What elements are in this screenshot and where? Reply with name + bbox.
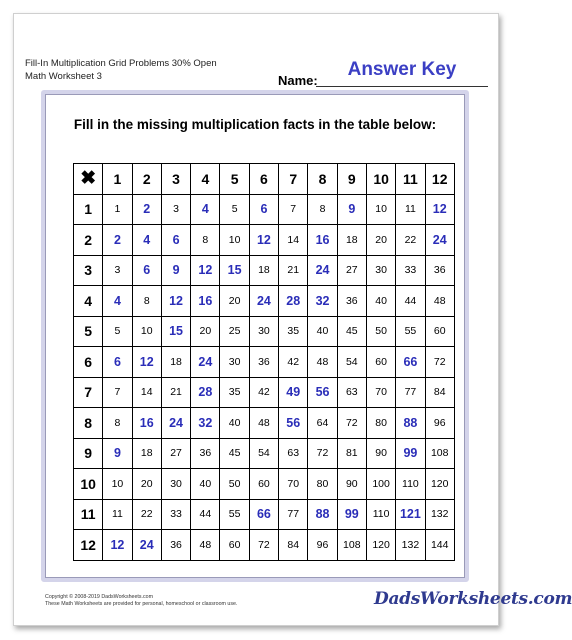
- given-cell: 96: [425, 408, 454, 439]
- given-cell: 72: [425, 347, 454, 378]
- answer-cell: 6: [103, 347, 132, 378]
- given-cell: 55: [220, 499, 249, 530]
- given-cell: 120: [425, 469, 454, 500]
- column-header: 5: [220, 164, 249, 195]
- given-cell: 10: [366, 194, 395, 225]
- copyright-text: Copyright © 2008-2019 DadsWorksheets.com: [45, 594, 154, 600]
- given-cell: 40: [220, 408, 249, 439]
- given-cell: 60: [366, 347, 395, 378]
- row-header: 6: [74, 347, 103, 378]
- given-cell: 36: [249, 347, 278, 378]
- given-cell: 10: [220, 225, 249, 256]
- answer-cell: 2: [132, 194, 161, 225]
- given-cell: 35: [220, 377, 249, 408]
- given-cell: 30: [366, 255, 395, 286]
- answer-cell: 24: [161, 408, 190, 439]
- column-header: 8: [308, 164, 337, 195]
- given-cell: 70: [366, 377, 395, 408]
- answer-cell: 88: [308, 499, 337, 530]
- given-cell: 36: [425, 255, 454, 286]
- given-cell: 30: [249, 316, 278, 347]
- table-row: [74, 286, 455, 317]
- answer-cell: 16: [132, 408, 161, 439]
- row-header: 10: [74, 469, 103, 500]
- given-cell: 27: [337, 255, 366, 286]
- given-cell: 45: [337, 316, 366, 347]
- name-label: Name:: [278, 73, 318, 88]
- row-header: 5: [74, 316, 103, 347]
- row-header: 3: [74, 255, 103, 286]
- given-cell: 14: [279, 225, 308, 256]
- given-cell: 144: [425, 530, 454, 561]
- column-header: 12: [425, 164, 454, 195]
- given-cell: 33: [161, 499, 190, 530]
- given-cell: 20: [191, 316, 220, 347]
- given-cell: 48: [191, 530, 220, 561]
- given-cell: 45: [220, 438, 249, 469]
- given-cell: 80: [366, 408, 395, 439]
- column-header: 2: [132, 164, 161, 195]
- answer-cell: 99: [337, 499, 366, 530]
- multiplication-grid: [73, 163, 455, 561]
- given-cell: 1: [103, 194, 132, 225]
- answer-cell: 12: [103, 530, 132, 561]
- given-cell: 40: [191, 469, 220, 500]
- row-header: 2: [74, 225, 103, 256]
- given-cell: 22: [396, 225, 425, 256]
- answer-cell: 6: [132, 255, 161, 286]
- column-header: 7: [279, 164, 308, 195]
- given-cell: 22: [132, 499, 161, 530]
- given-cell: 77: [279, 499, 308, 530]
- given-cell: 36: [337, 286, 366, 317]
- given-cell: 132: [425, 499, 454, 530]
- answer-cell: 16: [191, 286, 220, 317]
- given-cell: 48: [308, 347, 337, 378]
- given-cell: 54: [337, 347, 366, 378]
- table-row: [74, 255, 455, 286]
- answer-cell: 28: [279, 286, 308, 317]
- given-cell: 48: [249, 408, 278, 439]
- given-cell: 33: [396, 255, 425, 286]
- column-header: 4: [191, 164, 220, 195]
- answer-cell: 24: [308, 255, 337, 286]
- answer-cell: 24: [249, 286, 278, 317]
- given-cell: 96: [308, 530, 337, 561]
- given-cell: 84: [425, 377, 454, 408]
- answer-cell: 9: [103, 438, 132, 469]
- given-cell: 120: [366, 530, 395, 561]
- answer-cell: 56: [308, 377, 337, 408]
- column-header: 6: [249, 164, 278, 195]
- given-cell: 30: [161, 469, 190, 500]
- worksheet-title-line2: Math Worksheet 3: [25, 70, 102, 82]
- row-header: 1: [74, 194, 103, 225]
- given-cell: 20: [366, 225, 395, 256]
- column-header: 1: [103, 164, 132, 195]
- given-cell: 35: [279, 316, 308, 347]
- given-cell: 48: [425, 286, 454, 317]
- given-cell: 54: [249, 438, 278, 469]
- worksheet-page: [13, 13, 572, 626]
- given-cell: 8: [132, 286, 161, 317]
- table-row: [74, 499, 455, 530]
- given-cell: 64: [308, 408, 337, 439]
- given-cell: 50: [220, 469, 249, 500]
- column-header: 10: [366, 164, 395, 195]
- table-row: [74, 408, 455, 439]
- answer-cell: 56: [279, 408, 308, 439]
- given-cell: 8: [191, 225, 220, 256]
- answer-cell: 66: [249, 499, 278, 530]
- given-cell: 3: [161, 194, 190, 225]
- answer-cell: 24: [132, 530, 161, 561]
- answer-cell: 4: [103, 286, 132, 317]
- given-cell: 100: [366, 469, 395, 500]
- answer-cell: 12: [132, 347, 161, 378]
- given-cell: 72: [308, 438, 337, 469]
- given-cell: 7: [279, 194, 308, 225]
- given-cell: 44: [191, 499, 220, 530]
- given-cell: 108: [425, 438, 454, 469]
- given-cell: 60: [249, 469, 278, 500]
- given-cell: 63: [279, 438, 308, 469]
- name-field: [278, 59, 488, 88]
- given-cell: 30: [220, 347, 249, 378]
- answer-cell: 9: [161, 255, 190, 286]
- answer-cell: 32: [191, 408, 220, 439]
- column-header: 9: [337, 164, 366, 195]
- given-cell: 18: [161, 347, 190, 378]
- dadsworksheets-logo: DadsWorksheets.com: [374, 589, 572, 609]
- worksheet-frame: [41, 90, 469, 582]
- given-cell: 36: [191, 438, 220, 469]
- given-cell: 108: [337, 530, 366, 561]
- given-cell: 90: [337, 469, 366, 500]
- footer-copyright: [45, 594, 237, 608]
- given-cell: 20: [220, 286, 249, 317]
- answer-cell: 24: [425, 225, 454, 256]
- answer-cell: 99: [396, 438, 425, 469]
- given-cell: 60: [425, 316, 454, 347]
- given-cell: 80: [308, 469, 337, 500]
- given-cell: 21: [161, 377, 190, 408]
- given-cell: 42: [249, 377, 278, 408]
- answer-key-label: Answer Key: [347, 59, 457, 80]
- given-cell: 20: [132, 469, 161, 500]
- answer-cell: 4: [191, 194, 220, 225]
- table-row: [74, 530, 455, 561]
- given-cell: 18: [132, 438, 161, 469]
- row-header: 9: [74, 438, 103, 469]
- row-header: 7: [74, 377, 103, 408]
- instructions: Fill in the missing multiplication facts in the table below:: [73, 117, 437, 132]
- given-cell: 11: [396, 194, 425, 225]
- given-cell: 40: [308, 316, 337, 347]
- given-cell: 60: [220, 530, 249, 561]
- row-header: 4: [74, 286, 103, 317]
- answer-cell: 2: [103, 225, 132, 256]
- answer-cell: 49: [279, 377, 308, 408]
- given-cell: 3: [103, 255, 132, 286]
- given-cell: 70: [279, 469, 308, 500]
- given-cell: 25: [220, 316, 249, 347]
- given-cell: 5: [103, 316, 132, 347]
- table-row: [74, 469, 455, 500]
- answer-cell: 12: [161, 286, 190, 317]
- given-cell: 11: [103, 499, 132, 530]
- worksheet-frame-inner: [45, 94, 465, 578]
- multiply-icon: ✖: [74, 164, 103, 195]
- answer-cell: 12: [249, 225, 278, 256]
- given-cell: 81: [337, 438, 366, 469]
- given-cell: 5: [220, 194, 249, 225]
- column-header: 11: [396, 164, 425, 195]
- table-row: [74, 225, 455, 256]
- row-header: 11: [74, 499, 103, 530]
- given-cell: 77: [396, 377, 425, 408]
- given-cell: 44: [396, 286, 425, 317]
- given-cell: 18: [337, 225, 366, 256]
- name-underline: [316, 86, 488, 87]
- given-cell: 8: [308, 194, 337, 225]
- answer-cell: 24: [191, 347, 220, 378]
- worksheet-title-line1: Fill-In Multiplication Grid Problems 30% Open: [25, 58, 217, 69]
- table-row: [74, 347, 455, 378]
- answer-cell: 121: [396, 499, 425, 530]
- usage-note: These Math Worksheets are provided for personal, homeschool or classroom use.: [45, 601, 238, 607]
- given-cell: 110: [396, 469, 425, 500]
- given-cell: 110: [366, 499, 395, 530]
- given-cell: 84: [279, 530, 308, 561]
- given-cell: 55: [396, 316, 425, 347]
- given-cell: 40: [366, 286, 395, 317]
- answer-cell: 15: [220, 255, 249, 286]
- given-cell: 18: [249, 255, 278, 286]
- table-row: [74, 377, 455, 408]
- table-row: [74, 316, 455, 347]
- answer-cell: 66: [396, 347, 425, 378]
- row-header: 8: [74, 408, 103, 439]
- given-cell: 72: [249, 530, 278, 561]
- answer-cell: 12: [191, 255, 220, 286]
- given-cell: 27: [161, 438, 190, 469]
- given-cell: 21: [279, 255, 308, 286]
- answer-cell: 88: [396, 408, 425, 439]
- given-cell: 10: [132, 316, 161, 347]
- table-row: [74, 194, 455, 225]
- given-cell: 132: [396, 530, 425, 561]
- given-cell: 14: [132, 377, 161, 408]
- worksheet-title: [25, 58, 217, 83]
- given-cell: 10: [103, 469, 132, 500]
- answer-cell: 6: [161, 225, 190, 256]
- given-cell: 50: [366, 316, 395, 347]
- answer-cell: 15: [161, 316, 190, 347]
- answer-cell: 6: [249, 194, 278, 225]
- grid-header-row: [74, 164, 455, 195]
- given-cell: 8: [103, 408, 132, 439]
- row-header: 12: [74, 530, 103, 561]
- given-cell: 90: [366, 438, 395, 469]
- answer-cell: 9: [337, 194, 366, 225]
- table-row: [74, 438, 455, 469]
- given-cell: 7: [103, 377, 132, 408]
- given-cell: 42: [279, 347, 308, 378]
- answer-cell: 32: [308, 286, 337, 317]
- given-cell: 72: [337, 408, 366, 439]
- given-cell: 63: [337, 377, 366, 408]
- answer-cell: 28: [191, 377, 220, 408]
- answer-cell: 12: [425, 194, 454, 225]
- answer-cell: 16: [308, 225, 337, 256]
- answer-cell: 4: [132, 225, 161, 256]
- given-cell: 36: [161, 530, 190, 561]
- column-header: 3: [161, 164, 190, 195]
